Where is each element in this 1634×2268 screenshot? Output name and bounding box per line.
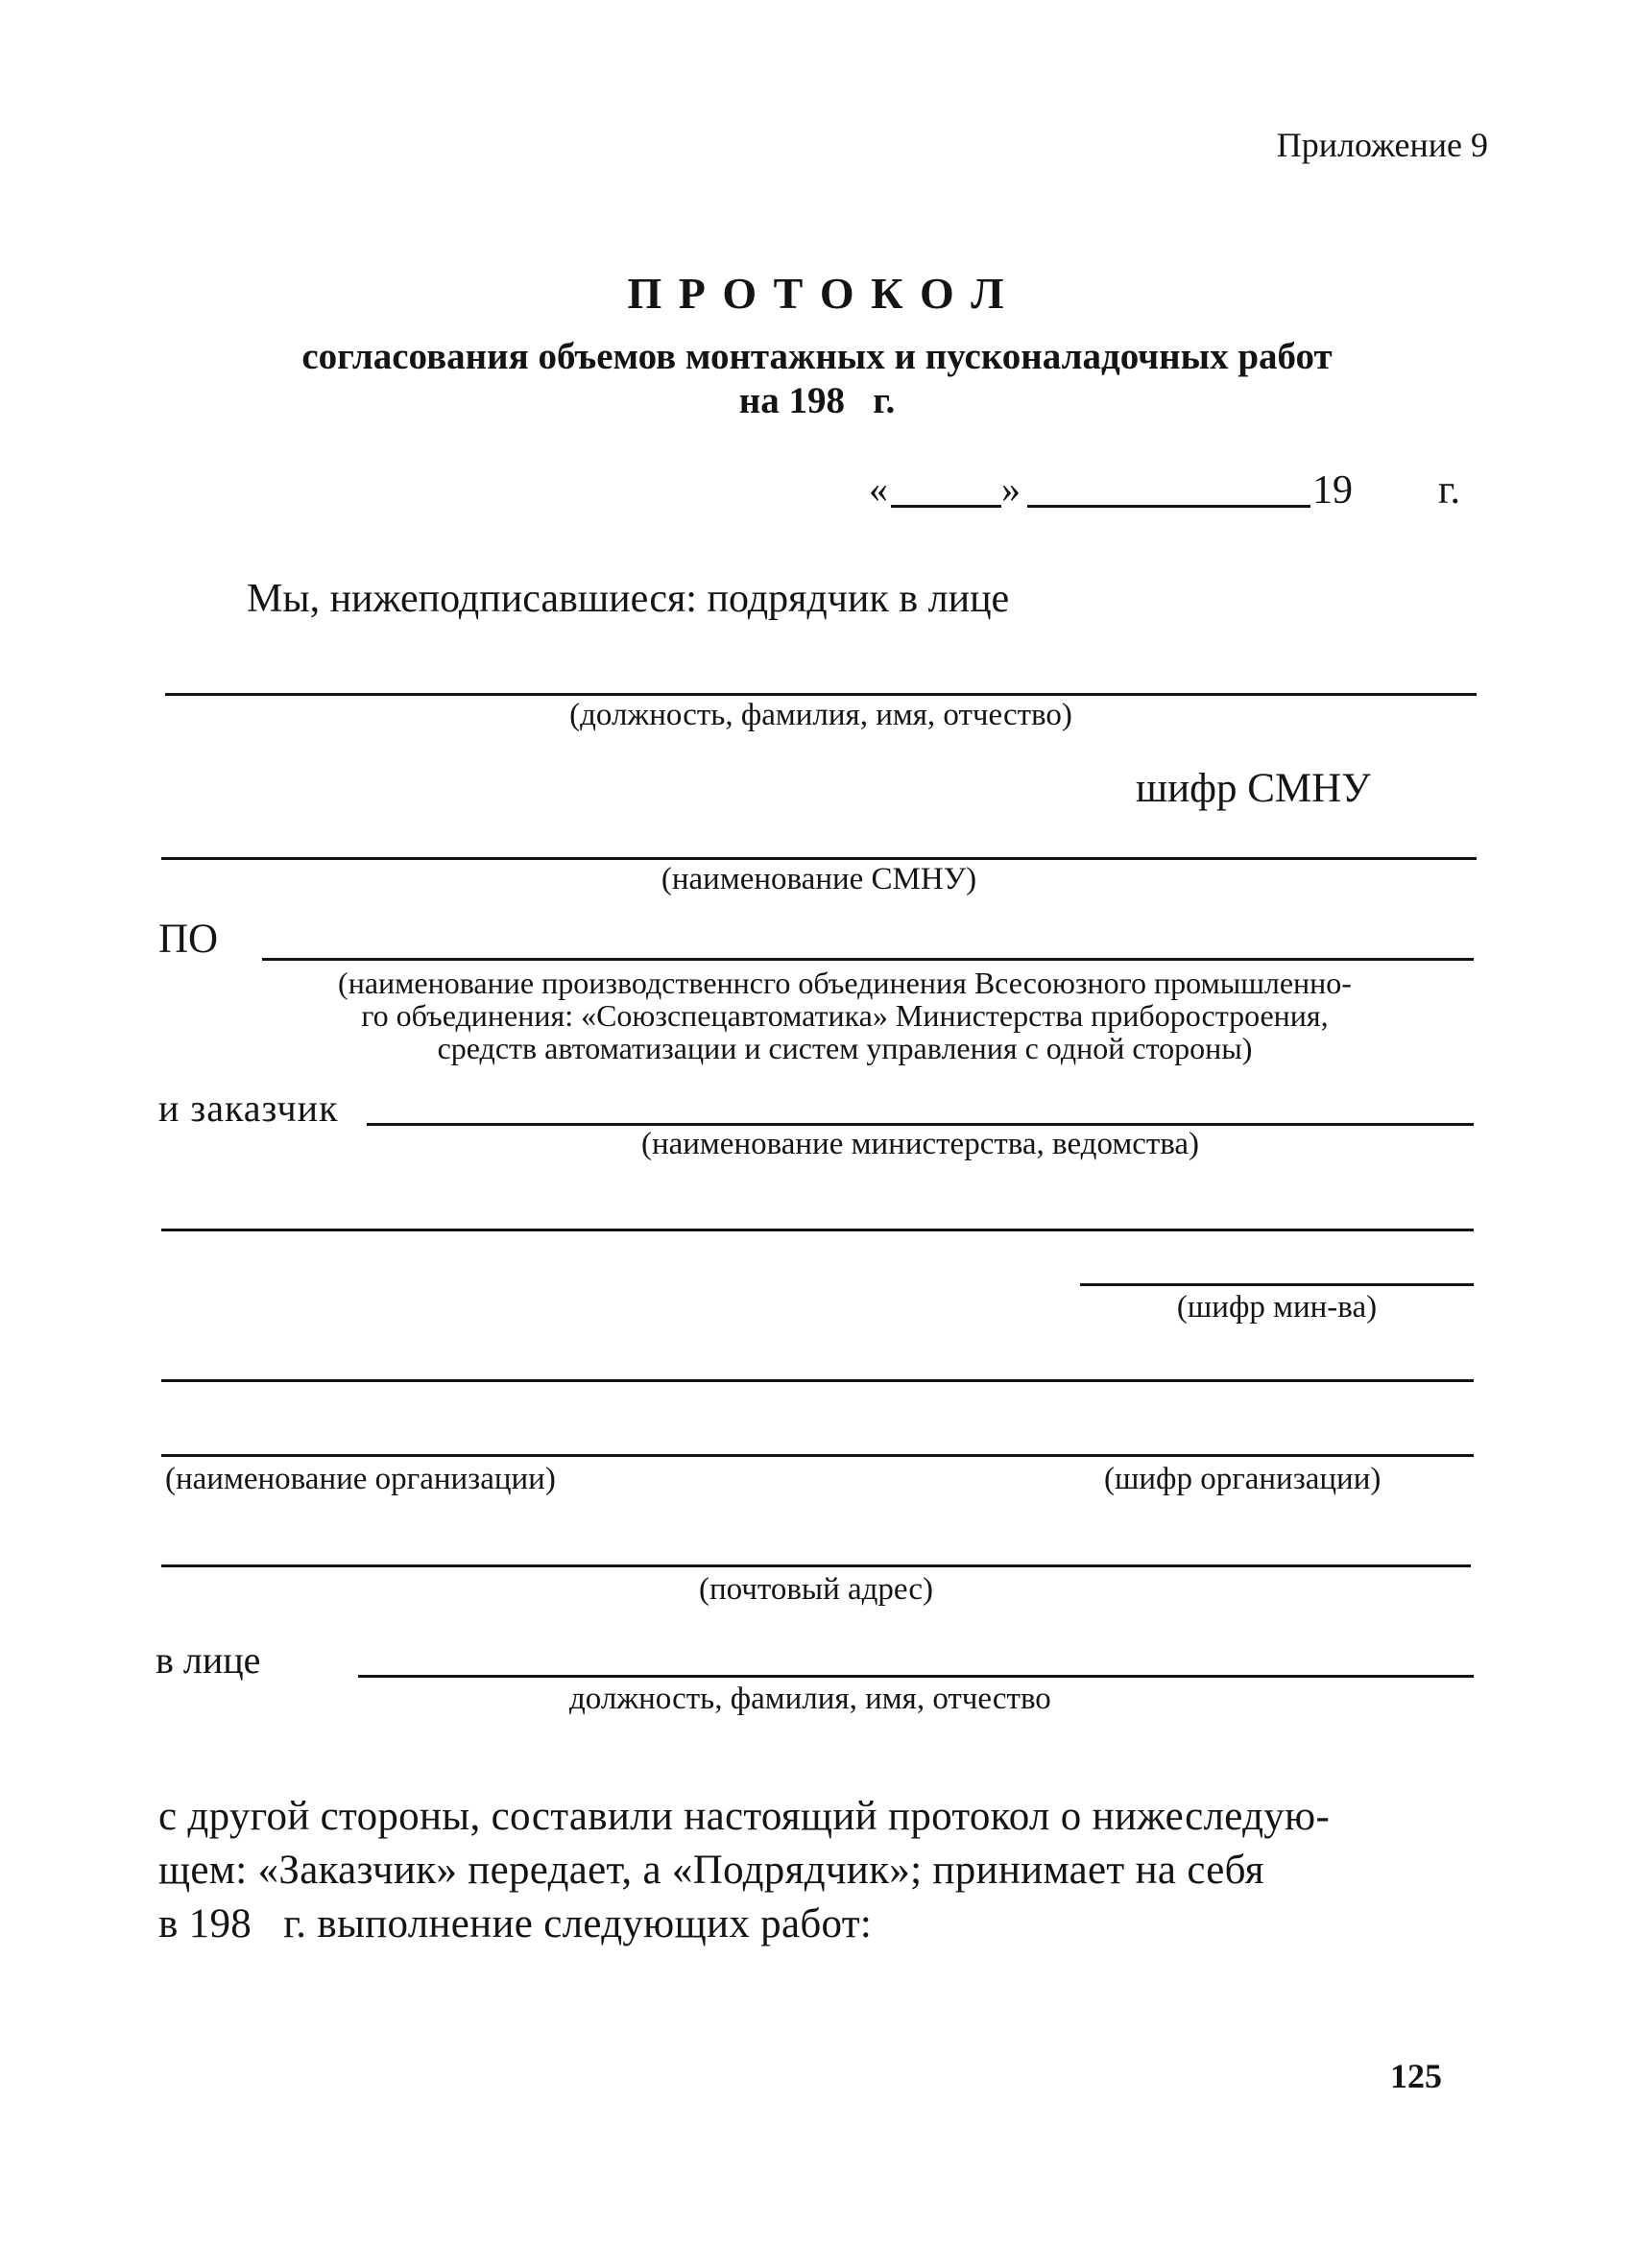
title-line-1: согласования объемов монтажных и пусконаладочных работ [301,336,1333,377]
smnu-code-label: шифр СМНУ [1136,766,1371,811]
appendix-label: Приложение 9 [1276,126,1488,164]
ministry-code-field-line[interactable] [1080,1283,1474,1286]
date-close-quote: » [1001,467,1021,511]
page-number: 125 [1390,2057,1442,2095]
month-field-line[interactable] [1027,505,1310,508]
po-caption-line-2: го объединения: «Союзспецавтоматика» Министерства приборостроения, [361,998,1329,1033]
smnu-name-field-line[interactable] [161,857,1477,860]
customer-person-field-line[interactable] [358,1675,1474,1678]
organization-field-line[interactable] [161,1454,1474,1457]
postal-address-caption: (почтовый адрес) [698,1572,934,1607]
ministry-field-line[interactable] [367,1123,1474,1126]
po-caption-line-3: средств автоматизации и систем управления с одной стороны) [437,1031,1253,1065]
intro-text: Мы, нижеподписавшиеся: подрядчик в лице [247,577,1010,621]
year-prefix: 19 [1312,468,1353,513]
ministry-caption: (наименование министерства, ведомства) [640,1127,1200,1161]
in-person-label: в лице [156,1638,261,1682]
organization-extra-field-line[interactable] [161,1379,1474,1382]
customer-label: и заказчик [158,1086,339,1130]
title-line-2: на 198 г. [738,380,896,421]
po-caption-line-1: (наименование производственнсго объединения Всесоюзного промышленно- [338,966,1352,1000]
po-field-line[interactable] [262,958,1474,961]
ministry-code-caption: (шифр мин-ва) [1176,1290,1378,1325]
postal-address-field-line[interactable] [161,1564,1471,1567]
closing-line-3: в 198 г. выполнение следующих работ: [158,1901,873,1946]
po-label: ПО [158,917,219,962]
date-open-quote: « [869,467,888,511]
ministry-continued-field-line[interactable] [161,1229,1474,1231]
contractor-person-caption: (должность, фамилия, имя, отчество) [569,698,1072,732]
organization-name-caption: (наименование организации) [165,1462,556,1496]
contractor-person-field-line[interactable] [165,693,1477,696]
day-field-line[interactable] [891,505,1001,508]
document-title: П Р О Т О К О Л [627,269,1007,318]
customer-person-caption: должность, фамилия, имя, отчество [569,1682,1051,1716]
year-suffix: г. [1438,468,1460,513]
organization-code-caption: (шифр организации) [1104,1462,1382,1496]
smnu-name-caption: (наименование СМНУ) [661,862,977,896]
closing-line-2: щем: «Заказчик» передает, а «Подрядчик»; принимает на себя [158,1848,1264,1893]
closing-line-1: с другой стороны, составили настоящий протокол о нижеследую- [158,1794,1331,1839]
